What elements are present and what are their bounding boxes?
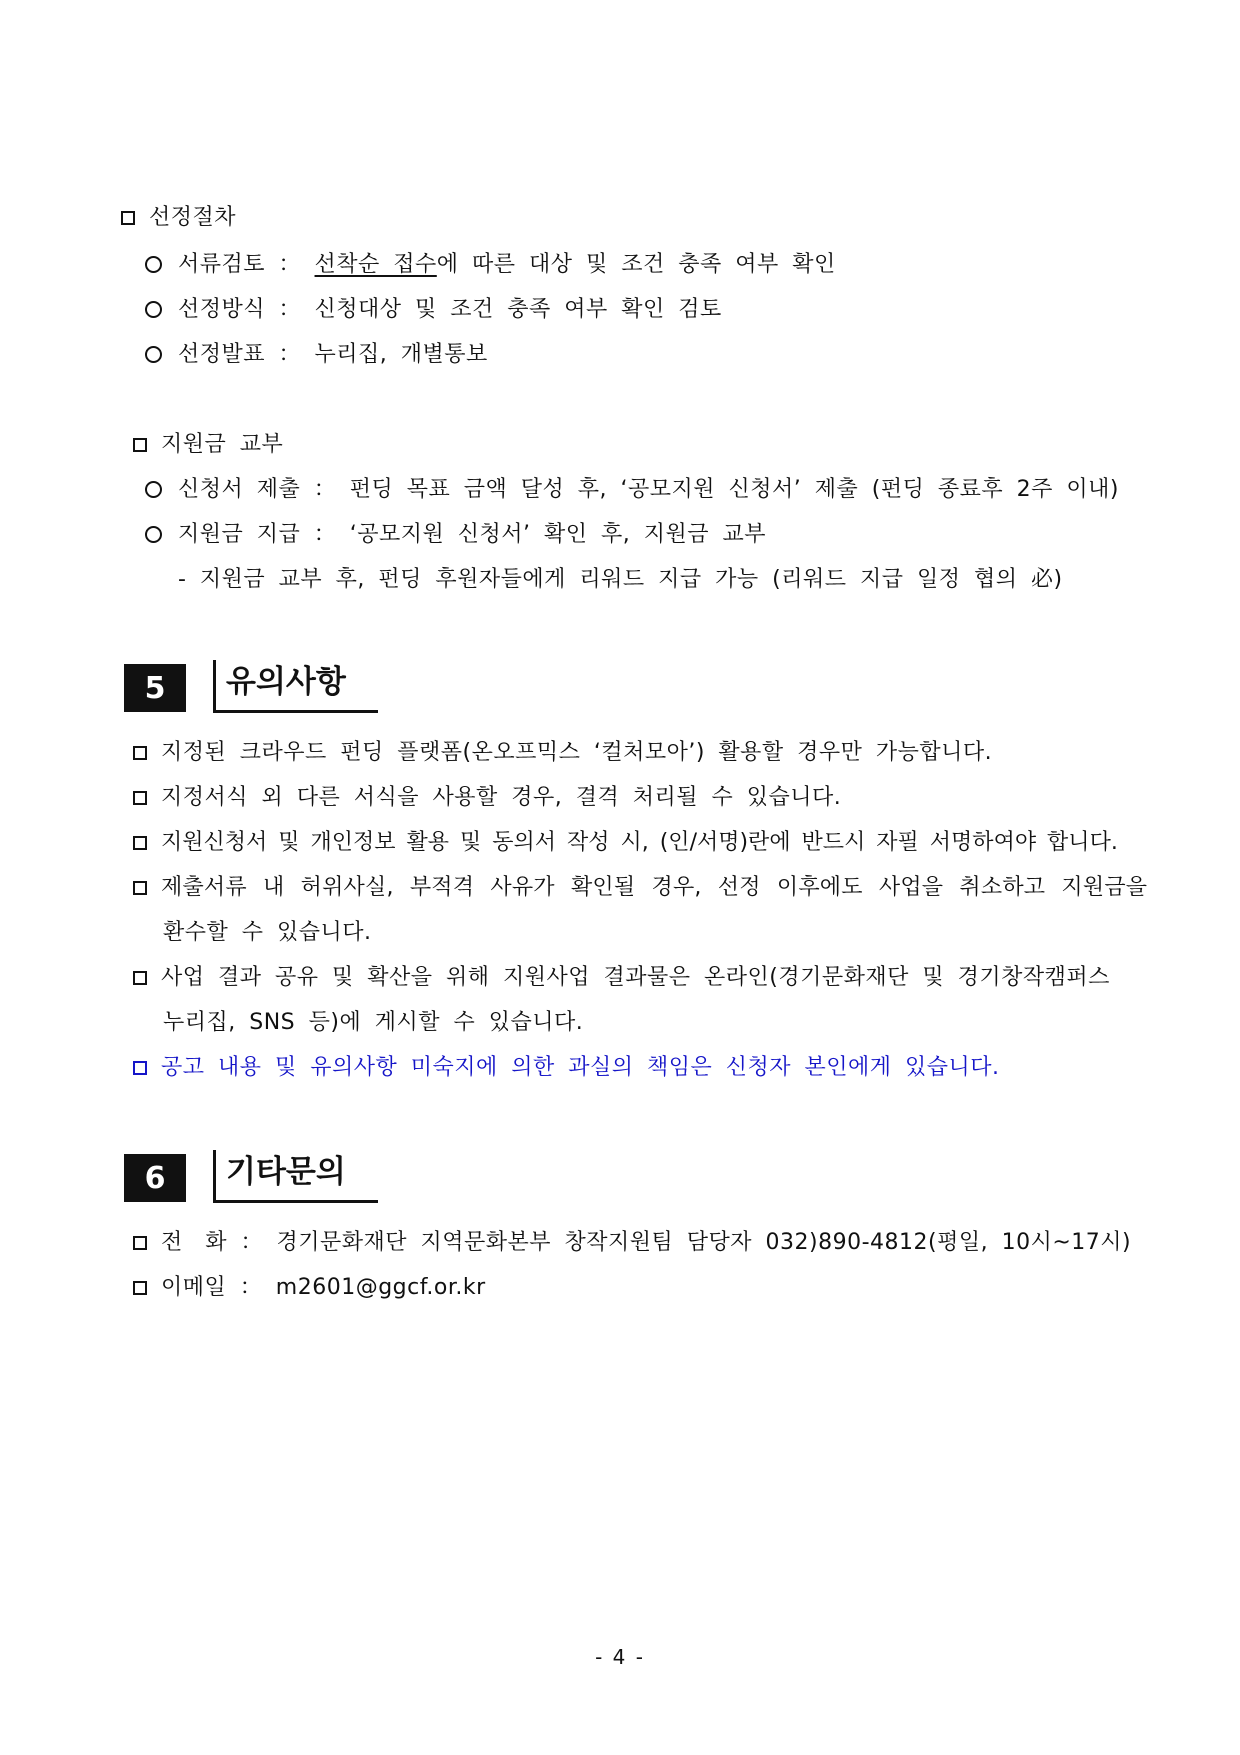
circle-bullet-icon [145, 526, 162, 543]
grant-sub-note: - 지원금 교부 후, 펀딩 후원자들에게 리워드 지급 가능 (리워드 지급 일정 협의 必) [178, 567, 1063, 592]
selection-heading: 선정절차 [121, 203, 236, 233]
section-5-title: 유의사항 [213, 660, 363, 710]
contact-email: 이메일 ： m2601@ggcf.or.kr [133, 1273, 486, 1303]
notice-item-4-continuation: 환수할 수 있습니다. [163, 920, 372, 945]
grant-heading: 지원금 교부 [133, 430, 283, 460]
checkbox-square-icon [133, 1236, 147, 1250]
notice-item-5: 사업 결과 공유 및 확산을 위해 지원사업 결과물은 온라인(경기문화재단 및 경기창작캠퍼스 [133, 963, 1110, 993]
checkbox-square-icon [133, 836, 147, 850]
notice-item-2: 지정서식 외 다른 서식을 사용할 경우, 결격 처리될 수 있습니다. [133, 783, 841, 813]
section-5-number: 5 [124, 664, 186, 712]
grant-item-submit: 신청서 제출 ： 펀딩 목표 금액 달성 후, ‘공모지원 신청서’ 제출 (펀딩 종료후 2주 이내) [145, 475, 1119, 505]
circle-bullet-icon [145, 346, 162, 363]
underlined-phrase: 선착순 접수 [314, 252, 437, 277]
section-5-underline [213, 710, 378, 713]
circle-bullet-icon [145, 481, 162, 498]
circle-bullet-icon [145, 256, 162, 273]
notice-item-1: 지정된 크라우드 펀딩 플랫폼(온오프믹스 ‘컬처모아’) 활용할 경우만 가능합니다. [133, 738, 992, 768]
notice-item-3: 지원신청서 및 개인정보 활용 및 동의서 작성 시, (인/서명)란에 반드시 자필 서명하여야 합니다. [133, 828, 1118, 858]
selection-item-review: 서류검토 ： 선착순 접수에 따른 대상 및 조건 충족 여부 확인 [145, 250, 836, 280]
checkbox-square-icon [133, 881, 147, 895]
selection-item-announce: 선정발표 ： 누리집, 개별통보 [145, 340, 488, 370]
grant-item-payment: 지원금 지급 ： ‘공모지원 신청서’ 확인 후, 지원금 교부 [145, 520, 766, 550]
section-6-underline [213, 1200, 378, 1203]
section-6-number: 6 [124, 1154, 186, 1202]
notice-item-5-continuation: 누리집, SNS 등)에 게시할 수 있습니다. [163, 1010, 584, 1035]
checkbox-square-icon [121, 211, 135, 225]
checkbox-square-icon [133, 971, 147, 985]
checkbox-square-icon [133, 746, 147, 760]
checkbox-square-icon [133, 1061, 147, 1075]
checkbox-square-icon [133, 791, 147, 805]
checkbox-square-icon [133, 1281, 147, 1295]
checkbox-square-icon [133, 438, 147, 452]
notice-responsibility: 공고 내용 및 유의사항 미숙지에 의한 과실의 책임은 신청자 본인에게 있습니다. [133, 1053, 1000, 1083]
page-number: - 4 - [595, 1645, 645, 1669]
section-6-title: 기타문의 [213, 1150, 363, 1200]
circle-bullet-icon [145, 301, 162, 318]
selection-item-method: 선정방식 ： 신청대상 및 조건 충족 여부 확인 검토 [145, 295, 722, 325]
notice-item-4: 제출서류 내 허위사실, 부적격 사유가 확인될 경우, 선정 이후에도 사업을 취소하고 지원금을 [133, 873, 1147, 903]
email-link[interactable]: m2601@ggcf.or.kr [275, 1275, 486, 1300]
contact-phone: 전 화 ： 경기문화재단 지역문화본부 창작지원팀 담당자 032)890-4812(평일, 10시~17시) [133, 1228, 1131, 1258]
